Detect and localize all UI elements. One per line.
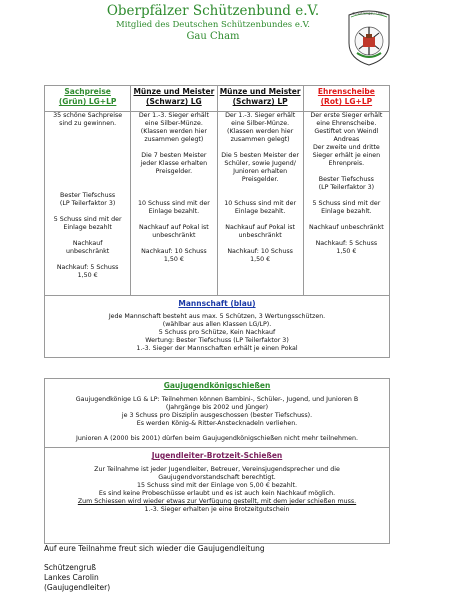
signer-role: (Gaujugendleiter) (44, 583, 111, 592)
mannschaft-line: (wählbar aus allen Klassen LG/LP). (162, 321, 272, 328)
column-body-muenze-lg: Der 1.-3. Sieger erhält eine Silber-Münze. (Klassen werden hier zusammen gelegt) Die 7 besten Meister jeder Klasse erhalten Preisgelder. 10 Schuss sind mit der Einlage bezahlt. Nachkauf auf Pokal ist unbeschränkt Nachkauf: 10 Schuss 1,50 € (131, 112, 217, 296)
gaujugend-note: Junioren A (2000 bis 2001) dürfen beim Gaujugendkönigschießen nicht mehr teilnehmen. (76, 435, 358, 442)
brotzeit-last-line: 1.-3. Sieger erhalten je eine Brotzeitgutschein (144, 506, 290, 513)
greeting: Schützengruß (44, 563, 96, 572)
brotzeit-line: 15 Schuss sind mit der Einlage von 5,00 € bezahlt. (137, 482, 297, 489)
logo-text: Schützengau Cham (352, 11, 386, 16)
prize-table-header-row (45, 86, 390, 112)
column-header-muenze-lp: Münze und Meister (Schwarz) LP (217, 86, 303, 112)
column-body-muenze-lp: Der 1.-3. Sieger erhält eine Silber-Münze. (Klassen werden hier zusammen gelegt) Die 5 besten Meister der Schüler, sowie Jugend/ Junioren erhalten Preisgelder. 10 Schuss sind mit der Einlage bezahlt. Nachkauf auf Pokal ist unbeschränkt Nachkauf: 10 Schuss 1,50 € (217, 112, 303, 296)
column-header-ehrenscheibe: Ehrenscheibe (Rot) LG+LP (303, 86, 389, 112)
mannschaft-line: Jede Mannschaft besteht aus max. 5 Schützen, 3 Wertungsschützen. (108, 313, 326, 320)
brotzeit-line: Es sind keine Probeschüsse erlaubt und es ist auch kein Nachkauf möglich. (98, 490, 336, 497)
gaujugend-line: Es werden König-& Ritter-Anstecknadeln verliehen. (136, 420, 298, 427)
gaujugend-title: Gaujugendkönigschießen (163, 381, 271, 390)
column-body-sachpreise: 35 schöne Sachpreise sind zu gewinnen. Bester Tiefschuss (LP Teilerfaktor 3) 5 Schuss sind mit der Einlage bezahlt Nachkauf unbeschränkt Nachkauf: 5 Schuss 1,50 € (45, 112, 131, 296)
mannschaft-line: 5 Schuss pro Schütze, Kein Nachkauf (158, 329, 276, 336)
gaujugend-line: je 3 Schuss pro Disziplin ausgeschossen (bester Tiefschuss). (121, 412, 313, 419)
signature-block (44, 563, 110, 593)
page-subtitle: Mitglied des Deutschen Schützenbundes e.V. (116, 20, 310, 30)
brotzeit-line: Gaujugendvorstandschaft berechtigt. (158, 474, 276, 481)
club-emblem-icon (343, 7, 395, 67)
mannschaft-section (45, 296, 390, 358)
brotzeit-title: Jugendleiter-Brotzeit-Schießen (151, 451, 283, 460)
prize-table (44, 85, 390, 358)
mannschaft-line: Wertung: Bester Tiefschuss (LP Teilerfaktor 3) (145, 337, 289, 344)
page-title: Oberpfälzer Schützenbund e.V. (106, 3, 320, 19)
column-header-sachpreise: Sachpreise (Grün) LG+LP (45, 86, 131, 112)
gaujugend-line: (Jahrgänge bis 2002 und Jünger) (165, 404, 269, 411)
brotzeit-underlined-line: Zum Schiessen wird wieder etwas zur Verfügung gestellt, mit dem jeder schießen muss. (77, 498, 357, 505)
mannschaft-row (45, 296, 390, 358)
column-body-ehrenscheibe: Der erste Sieger erhält eine Ehrenscheibe. Gestiftet von Weindl Andreas Der zweite und dritte Sieger erhält je einen Ehrenpreis. Bester Tiefschuss (LP Teilerfaktor 3) 5 Schuss sind mit der Einlage bezahlt. Nachkauf unbeschränkt Nachkauf: 5 Schuss 1,50 € (303, 112, 389, 296)
prize-table-body-row (45, 112, 390, 296)
footer-thanks: Auf eure Teilnahme freut sich wieder die Gaujugendleitung (44, 544, 265, 553)
mannschaft-title: Mannschaft (blau) (178, 299, 256, 308)
region-name: Gau Cham (186, 31, 240, 42)
youth-events-box (44, 378, 390, 544)
column-header-muenze-lg: Münze und Meister (Schwarz) LG (131, 86, 217, 112)
section-divider (45, 447, 389, 448)
brotzeit-line: Zur Teilnahme ist jeder Jugendleiter, Betreuer, Vereinsjugendsprecher und die (94, 466, 340, 473)
signer-name: Lankes Carolin (44, 573, 99, 582)
mannschaft-line: 1.-3. Sieger der Mannschaften erhält je einen Pokal (136, 345, 298, 352)
gaujugend-line: Gaujugendkönige LG & LP: Teilnehmen können Bambini-, Schüler-, Jugend, und Junioren B (75, 396, 359, 403)
